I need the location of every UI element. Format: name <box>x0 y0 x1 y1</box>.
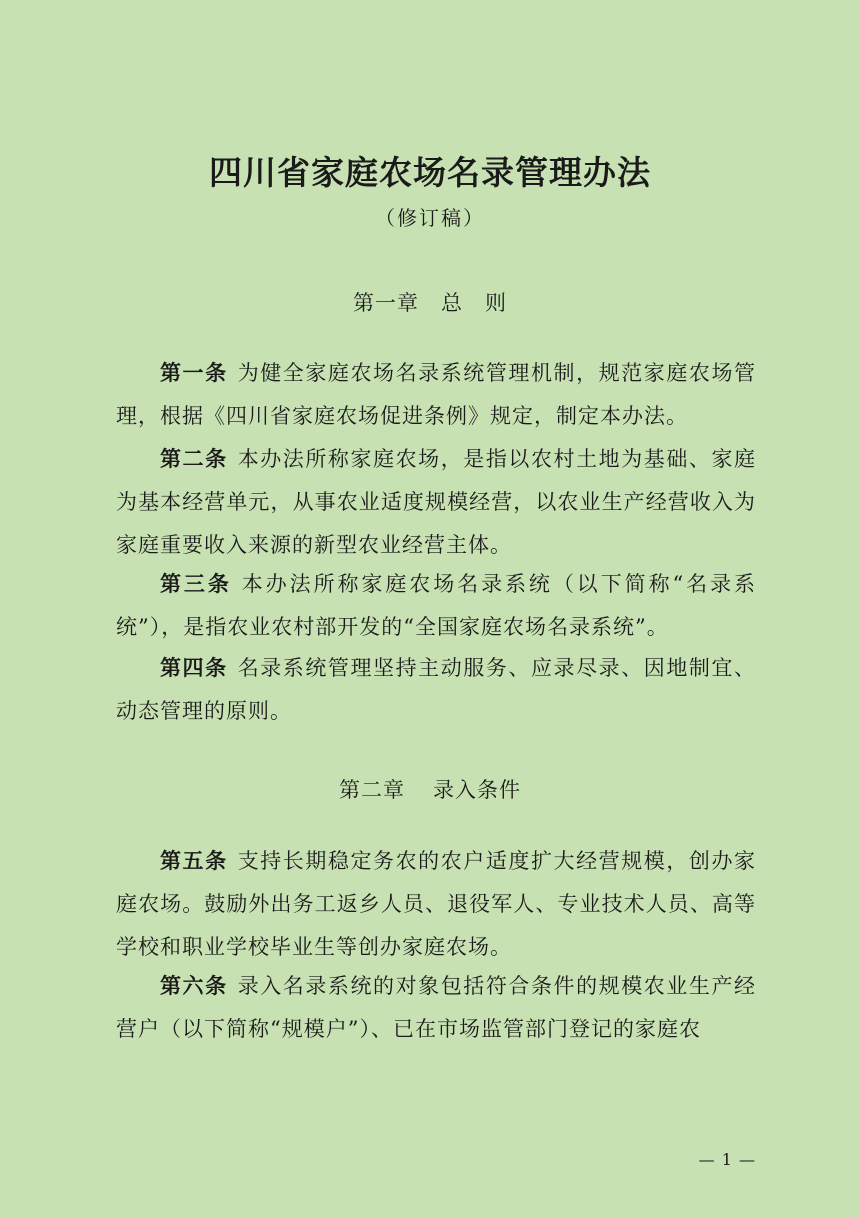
chapter-2-name: 录入条件 <box>433 778 521 802</box>
chapter-2-label: 第二章 <box>339 778 405 802</box>
article-4-heading: 第四条 <box>160 656 228 680</box>
article-1 <box>116 352 756 438</box>
article-1-text: 为健全家庭农场名录系统管理机制，规范家庭农场管理，根据《四川省家庭农场促进条例》规定，制定本办法。 <box>116 361 757 428</box>
article-5-heading: 第五条 <box>160 849 228 873</box>
article-4 <box>116 647 756 733</box>
chapter-2-heading <box>0 774 860 806</box>
document-subtitle: （修订稿） <box>375 206 485 230</box>
document-title: 四川省家庭农场名录管理办法 <box>209 153 651 192</box>
article-3-heading: 第三条 <box>160 572 232 596</box>
page-number: — 1 — <box>698 1150 756 1169</box>
chapter-1-label: 第一章 <box>353 291 419 315</box>
article-3-text: 本办法所称家庭农场名录系统（以下简称“名录系统”），是指农业农村部开发的“全国家庭农场名录系统”。 <box>116 572 757 639</box>
article-4-text: 名录系统管理坚持主动服务、应录尽录、因地制宜、动态管理的原则。 <box>116 656 757 723</box>
article-6-heading: 第六条 <box>160 974 228 998</box>
article-2-text: 本办法所称家庭农场，是指以农村土地为基础、家庭为基本经营单元，从事农业适度规模经营，以农业生产经营收入为家庭重要收入来源的新型农业经营主体。 <box>116 447 757 557</box>
chapter-1-name: 总 则 <box>441 291 507 315</box>
article-6 <box>116 965 756 1051</box>
article-2-heading: 第二条 <box>160 447 228 471</box>
article-3 <box>116 563 756 649</box>
article-6-text: 录入名录系统的对象包括符合条件的规模农业生产经营户（以下简称“规模户”）、已在市场监管部门登记的家庭农 <box>116 974 757 1041</box>
chapter-1-heading <box>0 287 860 319</box>
article-2 <box>116 438 756 567</box>
article-1-heading: 第一条 <box>160 361 228 385</box>
article-5-text: 支持长期稳定务农的农户适度扩大经营规模，创办家庭农场。鼓励外出务工返乡人员、退役军人、专业技术人员、高等学校和职业学校毕业生等创办家庭农场。 <box>116 849 757 959</box>
article-5 <box>116 840 756 969</box>
